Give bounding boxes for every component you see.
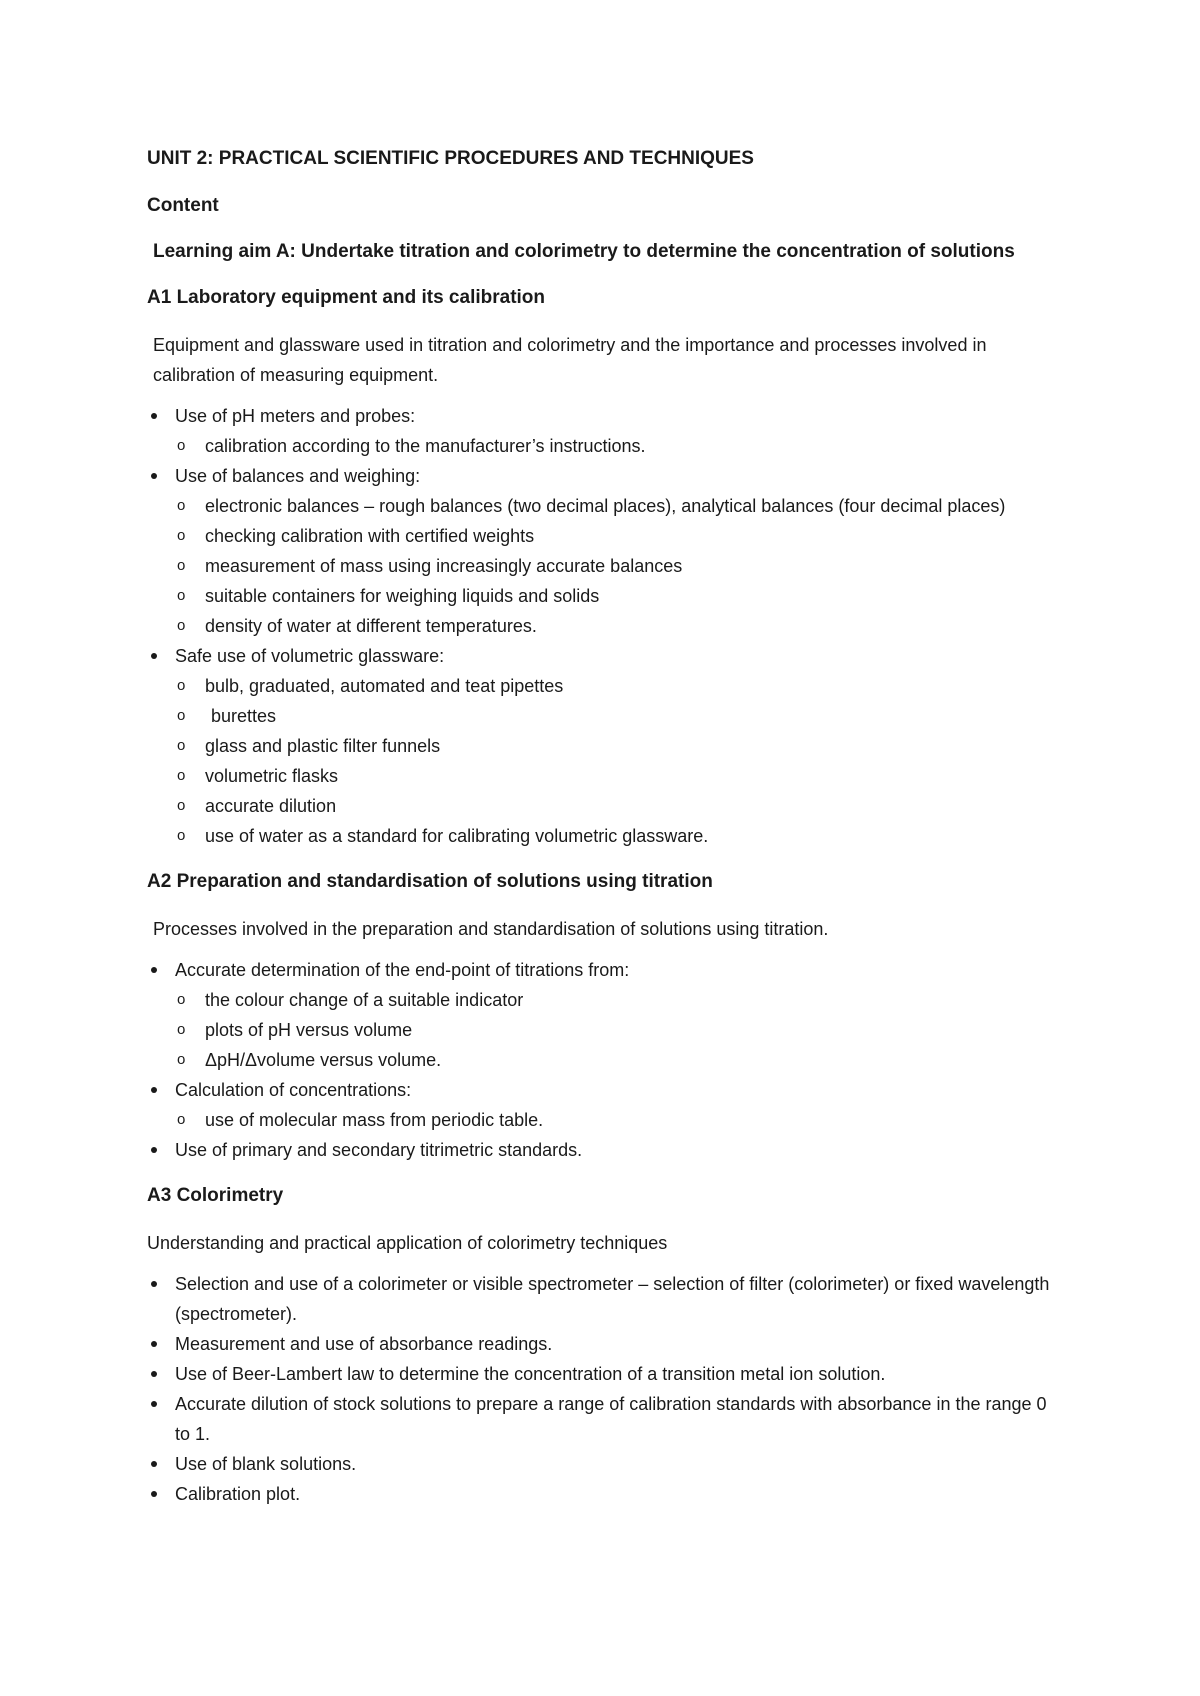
learning-aim-heading: Learning aim A: Undertake titration and colorimetry to determine the concentration of solutions — [153, 241, 1015, 262]
sub-list-item: o density of water at different temperatures. — [175, 611, 1050, 641]
section-a1-heading: A1 Laboratory equipment and its calibration — [147, 287, 546, 308]
sub-list-item: o the colour change of a suitable indicator — [175, 985, 1050, 1015]
list-item: Calibration plot. — [147, 1479, 1050, 1509]
sub-list-item: o burettes — [175, 701, 1050, 731]
section-a1-intro: Equipment and glassware used in titration and colorimetry and the importance and processes involved in calibration of measuring equipment. — [153, 335, 987, 385]
sub-list — [175, 671, 1050, 851]
sub-list-item: o electronic balances – rough balances (two decimal places), analytical balances (four decimal places) — [175, 491, 1050, 521]
list-item-text: Use of primary and secondary titrimetric standards. — [175, 1140, 583, 1160]
sub-list — [175, 491, 1050, 641]
sub-list — [175, 431, 1050, 461]
section-a3-intro: Understanding and practical application of colorimetry techniques — [147, 1233, 668, 1253]
list-item: Accurate dilution of stock solutions to prepare a range of calibration standards with absorbance in the range 0 to 1. — [147, 1389, 1050, 1449]
section-a1-list — [147, 401, 1050, 851]
list-item-text: Calculation of concentrations: — [175, 1080, 412, 1100]
section-a3-heading: A3 Colorimetry — [147, 1185, 284, 1206]
sub-list-item: o volumetric flasks — [175, 761, 1050, 791]
sub-list-item: o plots of pH versus volume — [175, 1015, 1050, 1045]
section-a3-list — [147, 1269, 1050, 1509]
list-item: Measurement and use of absorbance readings. — [147, 1329, 1050, 1359]
list-item: Use of blank solutions. — [147, 1449, 1050, 1479]
list-item-text: Accurate determination of the end-point of titrations from: — [175, 960, 630, 980]
sub-list-item: o bulb, graduated, automated and teat pipettes — [175, 671, 1050, 701]
list-item — [147, 461, 1050, 641]
sub-list-item: o ΔpH/Δvolume versus volume. — [175, 1045, 1050, 1075]
unit-title: UNIT 2: PRACTICAL SCIENTIFIC PROCEDURES AND TECHNIQUES — [147, 148, 754, 169]
sub-list — [175, 1105, 1050, 1135]
section-a2-intro: Processes involved in the preparation and standardisation of solutions using titration. — [153, 919, 829, 939]
list-item-text: Use of pH meters and probes: — [175, 406, 416, 426]
sub-list — [175, 985, 1050, 1075]
section-a2-heading: A2 Preparation and standardisation of solutions using titration — [147, 871, 713, 892]
sub-list-item: o suitable containers for weighing liquids and solids — [175, 581, 1050, 611]
sub-list-item: o measurement of mass using increasingly accurate balances — [175, 551, 1050, 581]
list-item: Selection and use of a colorimeter or visible spectrometer – selection of filter (colorimeter) or fixed wavelength (spectrometer). — [147, 1269, 1050, 1329]
list-item — [147, 641, 1050, 851]
sub-list-item: o use of molecular mass from periodic table. — [175, 1105, 1050, 1135]
sub-list-item: o checking calibration with certified weights — [175, 521, 1050, 551]
sub-list-item: o use of water as a standard for calibrating volumetric glassware. — [175, 821, 1050, 851]
sub-list-item: o accurate dilution — [175, 791, 1050, 821]
list-item — [147, 955, 1050, 1075]
list-item-text: Use of balances and weighing: — [175, 466, 421, 486]
list-item: Use of Beer-Lambert law to determine the concentration of a transition metal ion solution. — [147, 1359, 1050, 1389]
sub-list-item: o calibration according to the manufacturer’s instructions. — [175, 431, 1050, 461]
list-item-text: Safe use of volumetric glassware: — [175, 646, 445, 666]
list-item — [147, 401, 1050, 461]
content-heading: Content — [147, 195, 219, 216]
list-item — [147, 1135, 1050, 1165]
list-item — [147, 1075, 1050, 1135]
section-a2-list — [147, 955, 1050, 1165]
sub-list-item: o glass and plastic filter funnels — [175, 731, 1050, 761]
